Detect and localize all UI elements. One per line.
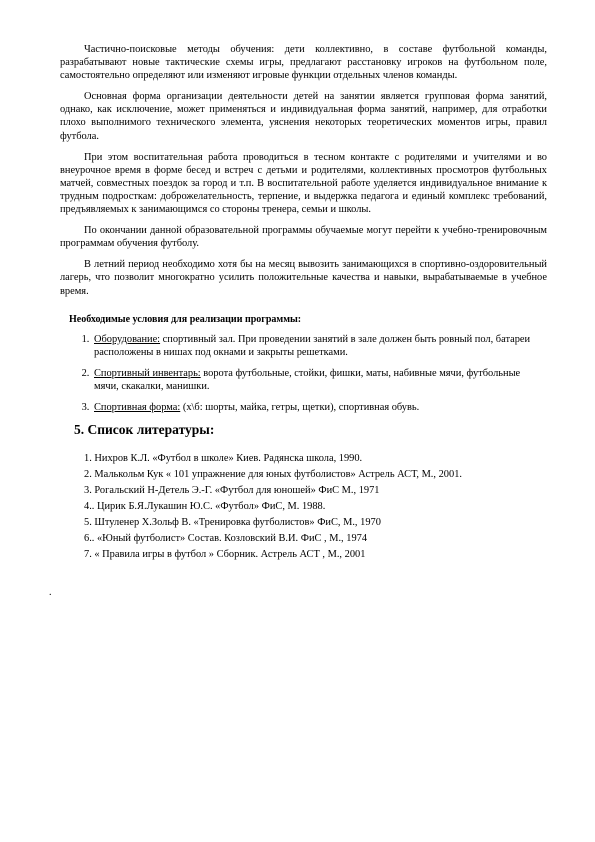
paragraph-program-end: По окончании данной образовательной программы обучаемые могут перейти к учебно-тренировочным программам обучения футболу. [60, 225, 547, 250]
literature-item: 4.. Цирик Б.Я.Лукашин Ю.С. «Футбол» ФиС, М. 1988. [84, 501, 326, 513]
conditions-title: Необходимые условия для реализации программы: [69, 313, 302, 325]
literature-list [60, 452, 547, 561]
paragraph-main-form: Основная форма организации деятельности детей на занятии является групповая форма занятий, однако, как исключение, может применяться и индивидуальная форма занятий, например, для отработки плохо выполнимого технического элемента, уяснения некоторых теоретических моментов игры, правил футбола. [60, 91, 547, 142]
condition-label: Оборудование: [94, 333, 161, 345]
trailing-mark: . [49, 587, 52, 598]
conditions-list [60, 333, 547, 414]
document-body [60, 43, 547, 564]
condition-text: (х\б: шорты, майка, гетры, щетки), спортивная обувь. [180, 402, 420, 414]
literature-item: 6.. «Юный футболист» Состав. Козловский В.И. ФиС , М., 1974 [84, 533, 368, 545]
paragraph-summer-camp: В летний период необходимо хотя бы на месяц вывозить занимающихся в спортивно-оздоровительный лагерь, что позволит многократно усилить положительные качества и навыки, вырабатываемые в учебное время. [60, 259, 547, 297]
condition-uniform [92, 401, 547, 414]
condition-equipment [92, 333, 547, 359]
literature-item: 3. Рогальский Н-Детель Э.-Г. «Футбол для юношей» ФиС М., 1971 [84, 485, 380, 497]
literature-item: 2. Малькольм Кук « 101 упражнение для юных футболистов» Астрель АСТ, М., 2001. [84, 469, 462, 481]
condition-label: Спортивная форма: [94, 402, 181, 414]
literature-item: 1. Нихров К.Л. «Футбол в школе» Киев. Радянска школа, 1990. [84, 453, 363, 465]
literature-heading: 5. Список литературы: [74, 422, 215, 438]
literature-item: 5. Штуленер Х.Зольф В. «Тренировка футболистов» ФиС, М., 1970 [84, 517, 381, 529]
condition-text: спортивный зал. При проведении занятий в зале должен быть ровный пол, батареи расположены в нишах под окнами и закрыты решетками. [94, 333, 531, 358]
paragraph-educational-work: При этом воспитательная работа проводиться в тесном контакте с родителями и учителями и во внеурочное время в форме бесед и встреч с детьми и родителями, коллективных просмотров футбольных матчей, совместных поездок за город и т.п. В воспитательной работе уделяется индивидуальное внимание к трудным подросткам: доброжелательность, терпение, и выдержка педагога и единый комплекс требований, предъявляемых к занимающимся со стороны тренера, семьи и школы. [60, 151, 547, 216]
literature-item: 7. « Правила игры в футбол » Сборник. Астрель АСТ , М., 2001 [84, 549, 366, 561]
condition-text: ворота футбольные, стойки, фишки, маты, набивные мячи, футбольные мячи, скакалки, манишки. [94, 367, 521, 392]
condition-inventory [92, 367, 547, 393]
condition-label: Спортивный инвентарь: [94, 367, 201, 379]
paragraph-search-methods: Частично-поисковые методы обучения: дети коллективно, в составе футбольной команды, разрабатывают новые тактические схемы игры, предлагают расстановку игроков на футбольном поле, самостоятельно определяют или изменяют игровые функции отдельных членов команды. [60, 44, 547, 82]
